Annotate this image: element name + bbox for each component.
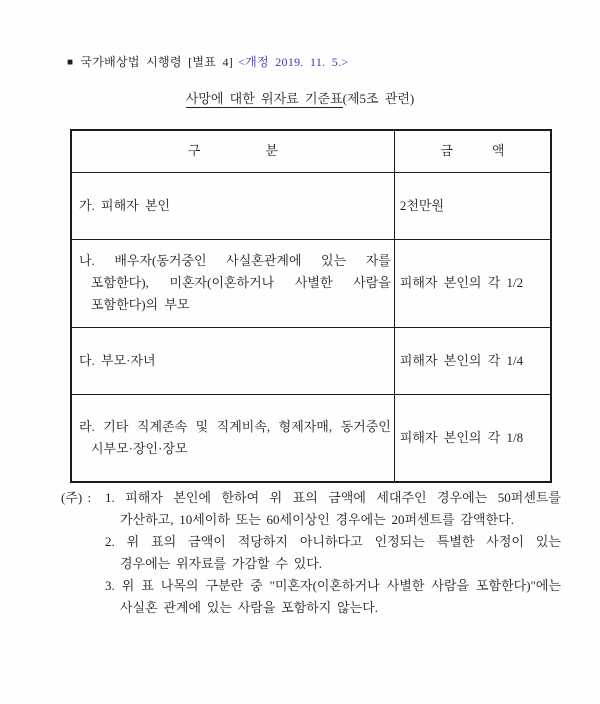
note-item-2: 2. 위 표의 금액이 적당하지 아니하다고 인정되는 특별한 사정이 있는 경우에는 위자료를 가감할 수 있다. <box>105 534 561 571</box>
page-title-suffix: (제5조 관련) <box>342 91 415 106</box>
category-text: 라. 기타 직계존속 및 직계비속, 형제자매, 동거중인 시부모·장인·장모 <box>79 418 391 456</box>
category-cell <box>71 172 394 239</box>
amount-cell <box>394 394 551 482</box>
category-text: 가. 피해자 본인 <box>79 197 171 213</box>
note-item-1: 1. 피해자 본인에 한하여 위 표의 금액에 세대주인 경우에는 50퍼센트를 가산하고, 10세이하 또는 60세이상인 경우에는 20퍼센트를 감액한다. <box>105 490 561 527</box>
page-title <box>0 88 600 107</box>
table-row <box>71 239 551 327</box>
amount-text: 2천만원 <box>399 197 445 213</box>
header-cell-amount: 금 액 <box>394 130 551 172</box>
table-row <box>71 394 551 482</box>
compensation-table <box>70 129 552 483</box>
category-text: 다. 부모·자녀 <box>79 352 156 368</box>
category-cell <box>71 327 394 394</box>
amount-cell <box>394 239 551 327</box>
amount-cell <box>394 327 551 394</box>
amount-text: 피해자 본인의 각 1/2 <box>399 275 524 290</box>
notes-section <box>61 487 561 619</box>
amount-cell <box>394 172 551 239</box>
notes-label: (주) : <box>61 490 92 505</box>
header-cell-category: 구 분 <box>71 130 394 172</box>
notes-list <box>105 487 561 619</box>
bullet-square-icon: ■ <box>67 57 74 68</box>
table-row <box>71 172 551 239</box>
note-item-3: 3. 위 표 나목의 구분란 중 "미혼자(이혼하거나 사별한 사람을 포함한다)"에는 사실혼 관계에 있는 사람을 포함하지 않는다. <box>105 578 561 615</box>
amount-text: 피해자 본인의 각 1/4 <box>399 352 524 368</box>
page-title-main: 사망에 대한 위자료 기준표 <box>185 91 343 106</box>
table-row <box>71 327 551 394</box>
document-header <box>67 53 348 70</box>
amount-text: 피해자 본인의 각 1/8 <box>399 429 524 445</box>
category-cell <box>71 394 394 482</box>
category-cell <box>71 239 394 327</box>
category-text: 나. 배우자(동거중인 사실혼관계에 있는 자를 포함한다), 미혼자(이혼하거나 사별한 사람을 포함한다)의 부모 <box>79 253 391 312</box>
table-header-row <box>71 130 551 172</box>
revision-date-text: <개정 2019. 11. 5.> <box>238 55 349 69</box>
law-title-text: 국가배상법 시행령 [별표 4] <box>80 55 234 69</box>
